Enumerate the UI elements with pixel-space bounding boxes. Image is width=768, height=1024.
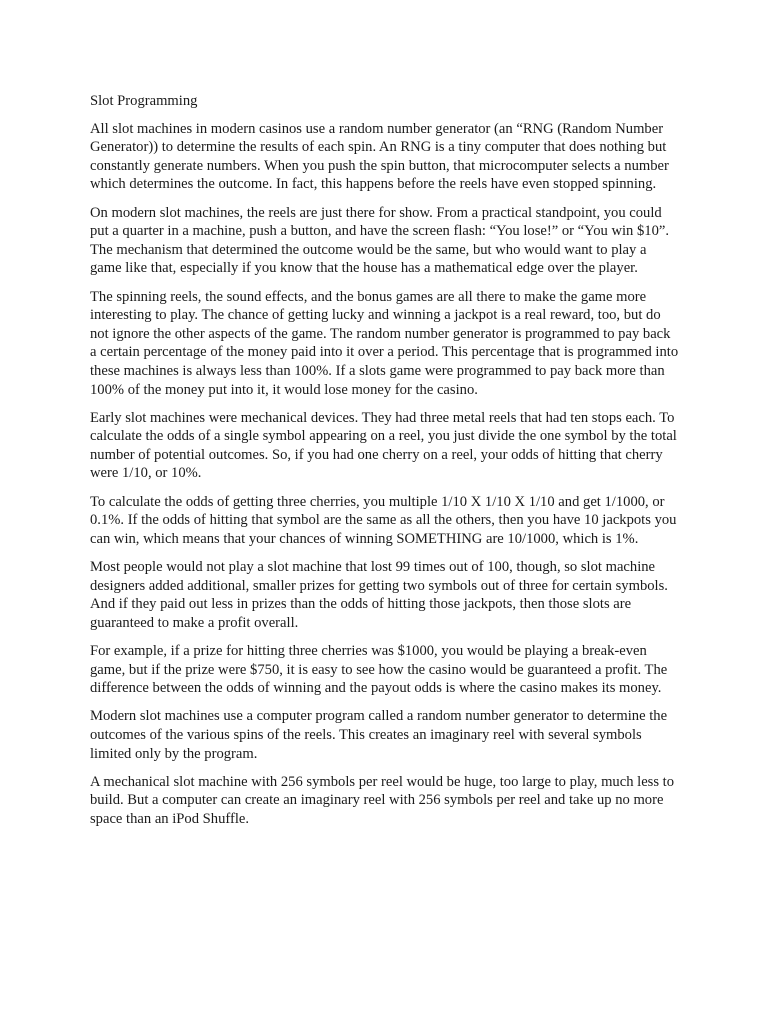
paragraph-5: To calculate the odds of getting three cherries, you multiple 1/10 X 1/10 X 1/10 and get 1/1000, or 0.1%. If the odds of hitting that symbol are the same as all the others, then you have 10 jackpots you can win, which means that your chances of winning SOMETHING are 10/1000, which is 1%. [90,493,677,547]
document-title: Slot Programming [90,93,198,109]
paragraph-1: All slot machines in modern casinos use a random number generator (an “RNG (Random Number Generator)) to determine the results of each spin. An RNG is a tiny computer that does nothing but constantly generate numbers. When you push the spin button, that microcomputer selects a number which determines the outcome. In fact, this happens before the reels have even stopped spinning. [90,120,669,193]
paragraph-7: For example, if a prize for hitting three cherries was $1000, you would be playing a break-even game, but if the prize were $750, it is easy to see how the casino would be guaranteed a profit. The difference between the odds of winning and the payout odds is where the casino makes its money. [90,643,668,697]
paragraph-8: Modern slot machines use a computer program called a random number generator to determine the outcomes of the various spins of the reels. This creates an imaginary reel with several symbols limited only by the program. [90,708,668,762]
paragraph-3: The spinning reels, the sound effects, and the bonus games are all there to make the game more interesting to play. The chance of getting lucky and winning a jackpot is a real reward, too, but do not ignore the other aspects of the game. The random number generator is programmed to pay back a certain percentage of the money paid into it over a period. This percentage that is programmed into these machines is always less than 100%. If a slots game were programmed to pay back more than 100% of the money put into it, it would lose money for the casino. [90,288,679,398]
paragraph-9: A mechanical slot machine with 256 symbols per reel would be huge, too large to play, much less to build. But a computer can create an imaginary reel with 256 symbols per reel and take up no more space than an iPod Shuffle. [90,773,675,827]
document-body [90,92,680,838]
paragraph-4: Early slot machines were mechanical devices. They had three metal reels that had ten stops each. To calculate the odds of a single symbol appearing on a reel, you just divide the one symbol by the total number of potential outcomes. So, if you had one cherry on a reel, your odds of hitting that cherry were 1/10, or 10%. [90,409,677,482]
paragraph-6: Most people would not play a slot machine that lost 99 times out of 100, though, so slot machine designers added additional, smaller prizes for getting two symbols out of three for certain symbols. And if they paid out less in prizes than the odds of hitting those jackpots, then those slots are guaranteed to make a profit overall. [90,559,668,631]
paragraph-2: On modern slot machines, the reels are just there for show. From a practical standpoint, you could put a quarter in a machine, push a button, and have the screen flash: “You lose!” or “You win $10”. The mechanism that determined the outcome would be the same, but who would want to play a game like that, especially if you know that the house has a mathematical edge over the player. [90,204,670,277]
